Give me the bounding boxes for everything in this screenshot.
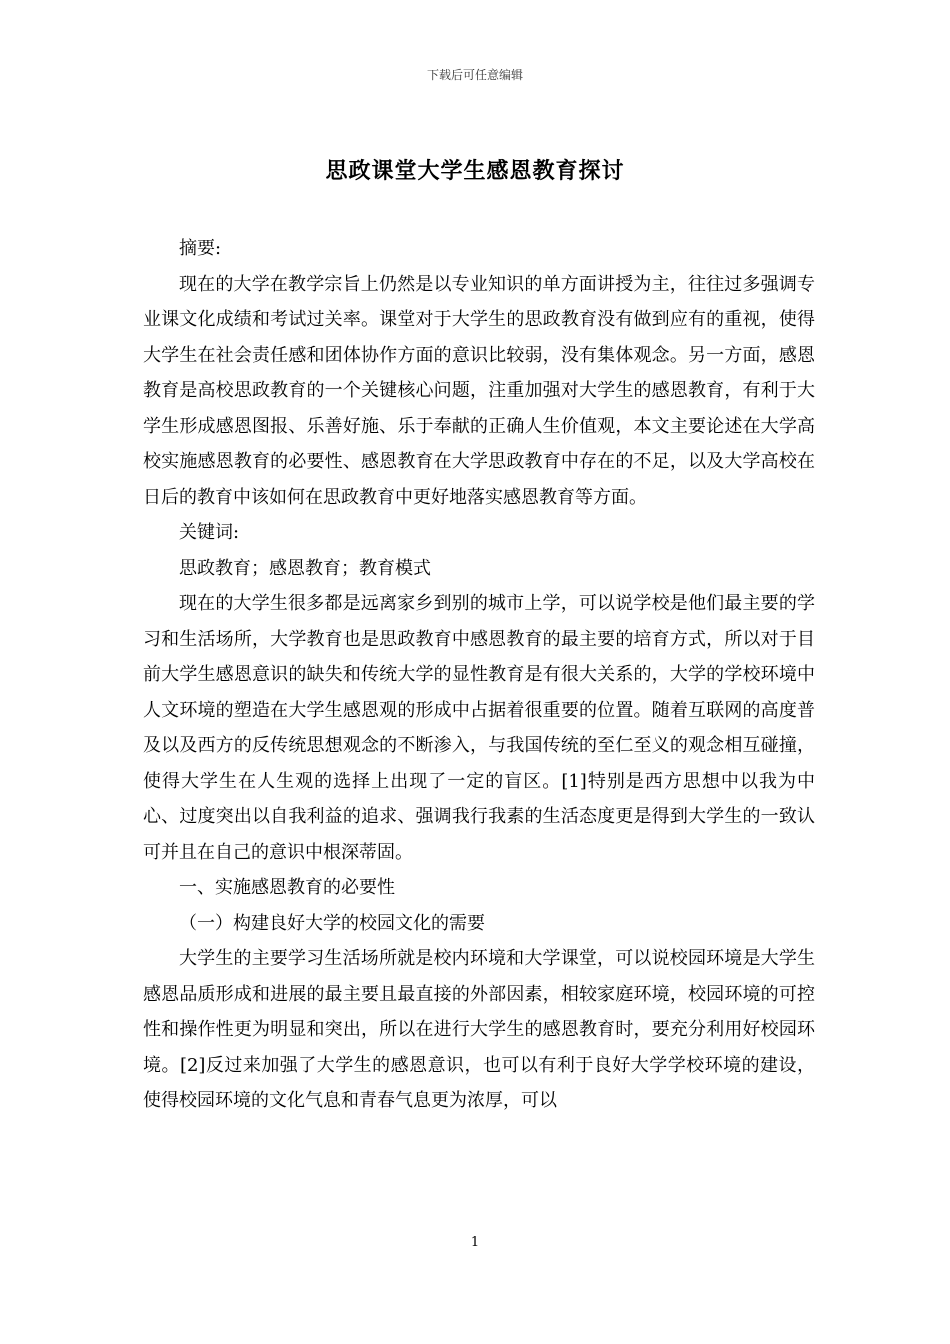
document-title: 思政课堂大学生感恩教育探讨: [325, 158, 625, 184]
subsection-heading: （一）构建良好大学的校园文化的需要: [179, 912, 485, 934]
abstract-paragraph: 现在的大学在教学宗旨上仍然是以专业知识的单方面讲授为主，往往过多强调专业课文化成绩和考试过关率。课堂对于大学生的思政教育没有做到应有的重视，使得大学生在社会责任感和团体协作方面的意识比较弱，没有集体观念。另一方面，感恩教育是高校思政教育的一个关键核心问题，注重加强对大学生的感恩教育，有利于大学生形成感恩图报、乐善好施、乐于奉献的正确人生价值观，本文主要论述在大学高校实施感恩教育的必要性、感恩教育在大学思政教育中存在的不足，以及大学高校在日后的教育中该如何在思政教育中更好地落实感恩教育等方面。: [143, 273, 815, 508]
section-heading: 一、实施感恩教育的必要性: [179, 877, 395, 898]
intro-paragraph: 现在的大学生很多都是远离家乡到别的城市上学，可以说学校是他们最主要的学习和生活场所，大学教育也是思政教育中感恩教育的最主要的培育方式，所以对于目前大学生感恩意识的缺失和传统大学的显性教育是有很大关系的，大学的学校环境中人文环境的塑造在大学生感恩观的形成中占据着很重要的位置。随着互联网的高度普及以及西方的反传统思想观念的不断渗入，与我国传统的至仁至义的观念相互碰撞，使得大学生在人生观的选择上出现了一定的盲区。[1]特别是西方思想中以我为中心、过度突出以自我利益的追求、强调我行我素的生活态度更是得到大学生的一致认可并且在自己的意识中根深蒂固。: [143, 593, 815, 863]
page-number: 1: [470, 1235, 480, 1250]
abstract-label: 摘要:: [179, 238, 222, 259]
page-header: 下载后可任意编辑: [426, 68, 523, 82]
document-body: [143, 231, 815, 1119]
keywords-paragraph: 思政教育；感恩教育；教育模式: [179, 557, 431, 579]
subsection-paragraph: 大学生的主要学习生活场所就是校内环境和大学课堂，可以说校园环境是大学生感恩品质形成和进展的最主要且最直接的外部因素，相较家庭环境，校园环境的可控性和操作性更为明显和突出，所以在进行大学生的感恩教育时，要充分利用好校园环境。[2]反过来加强了大学生的感恩意识，也可以有利于良好大学学校环境的建设，使得校园环境的文化气息和青春气息更为浓厚，可以: [143, 948, 815, 1111]
keywords-label: 关键词:: [179, 522, 240, 543]
